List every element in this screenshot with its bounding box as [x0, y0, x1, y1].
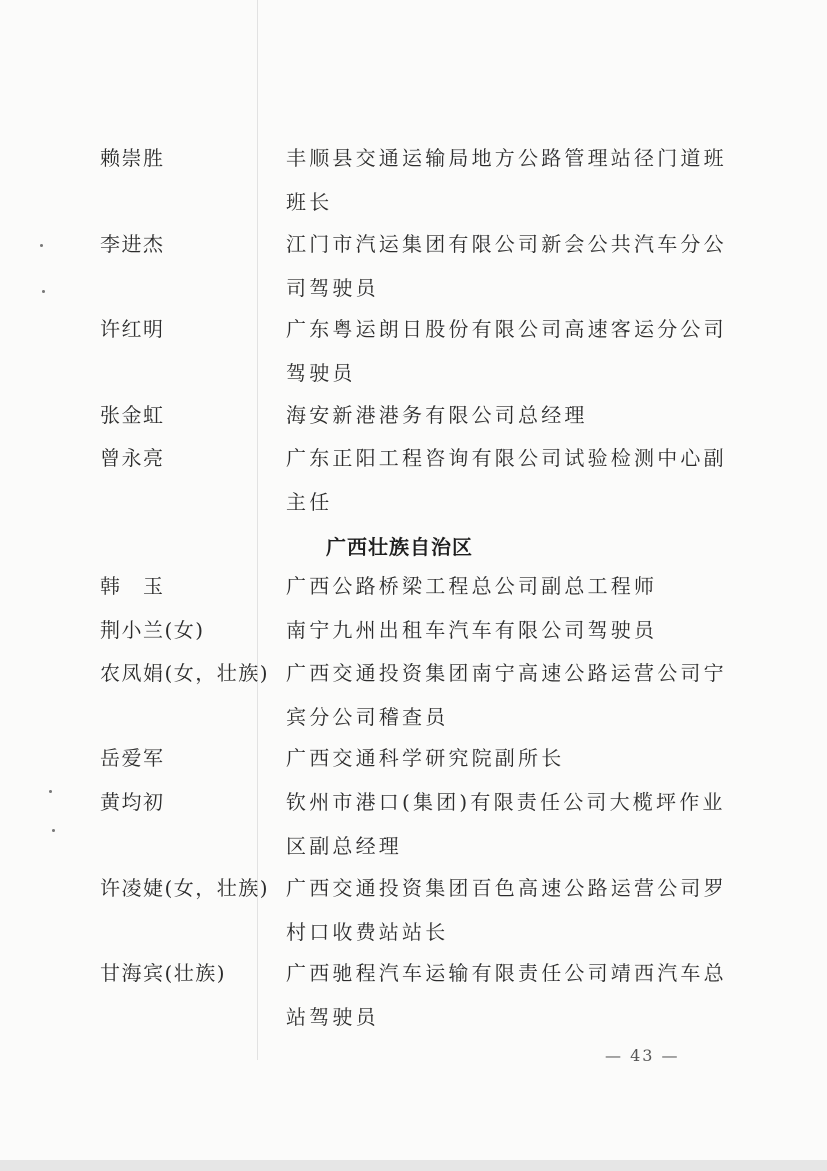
- person-title: [286, 736, 726, 780]
- title-line: 司驾驶员: [286, 276, 379, 300]
- title-line: 广西交通投资集团南宁高速公路运营公司宁: [286, 661, 727, 685]
- person-title: [286, 564, 726, 608]
- person-name: 荆小兰(女): [100, 618, 205, 642]
- person-name: 黄均初: [100, 790, 165, 814]
- title-line: 广东正阳工程咨询有限公司试验检测中心副: [286, 446, 727, 470]
- person-name: 张金虹: [100, 403, 165, 427]
- page-number: — 43 —: [605, 1046, 680, 1065]
- person-title: [286, 222, 726, 310]
- title-line: 广西交通投资集团百色高速公路运营公司罗: [286, 876, 727, 900]
- scan-speck: [49, 790, 52, 793]
- person-name: 农凤娟(女，壮族): [100, 661, 270, 685]
- section-heading: 广西壮族自治区: [326, 535, 473, 559]
- scan-speck: [42, 290, 45, 293]
- person-name: 赖崇胜: [100, 146, 165, 170]
- fold-line: [257, 0, 258, 1060]
- title-line: 广东粤运朗日股份有限公司高速客运分公司: [286, 317, 727, 341]
- person-title: [286, 307, 726, 395]
- title-line: 宾分公司稽查员: [286, 705, 449, 729]
- title-line: 班长: [286, 190, 333, 214]
- scan-bottom-edge: [0, 1160, 827, 1171]
- person-title: [286, 136, 726, 224]
- title-line: 钦州市港口(集团)有限责任公司大榄坪作业: [286, 790, 726, 814]
- title-line: 站驾驶员: [286, 1005, 379, 1029]
- title-line: 广西交通科学研究院副所长: [286, 746, 565, 770]
- title-line: 主任: [286, 490, 333, 514]
- person-title: [286, 780, 726, 868]
- person-name: 甘海宾(壮族): [100, 961, 227, 985]
- title-line: 驾驶员: [286, 361, 356, 385]
- title-line: 南宁九州出租车汽车有限公司驾驶员: [286, 618, 658, 642]
- person-title: [286, 651, 726, 739]
- title-line: 江门市汽运集团有限公司新会公共汽车分公: [286, 232, 727, 256]
- person-name: 许凌婕(女，壮族): [100, 876, 270, 900]
- person-title: [286, 866, 726, 954]
- title-line: 海安新港港务有限公司总经理: [286, 403, 588, 427]
- person-name: 许红明: [100, 317, 165, 341]
- title-line: 村口收费站站长: [286, 920, 449, 944]
- person-name: 岳爱军: [100, 746, 165, 770]
- person-name: 韩 玉: [100, 574, 165, 598]
- title-line: 丰顺县交通运输局地方公路管理站径门道班: [286, 146, 727, 170]
- person-name: 曾永亮: [100, 446, 165, 470]
- title-line: 区副总经理: [286, 834, 402, 858]
- title-line: 广西驰程汽车运输有限责任公司靖西汽车总: [286, 961, 727, 985]
- person-title: [286, 608, 726, 652]
- title-line: 广西公路桥梁工程总公司副总工程师: [286, 574, 658, 598]
- person-title: [286, 393, 726, 437]
- person-title: [286, 436, 726, 524]
- scan-speck: [52, 829, 55, 832]
- person-name: 李进杰: [100, 232, 165, 256]
- scan-speck: [40, 244, 43, 247]
- person-title: [286, 951, 726, 1039]
